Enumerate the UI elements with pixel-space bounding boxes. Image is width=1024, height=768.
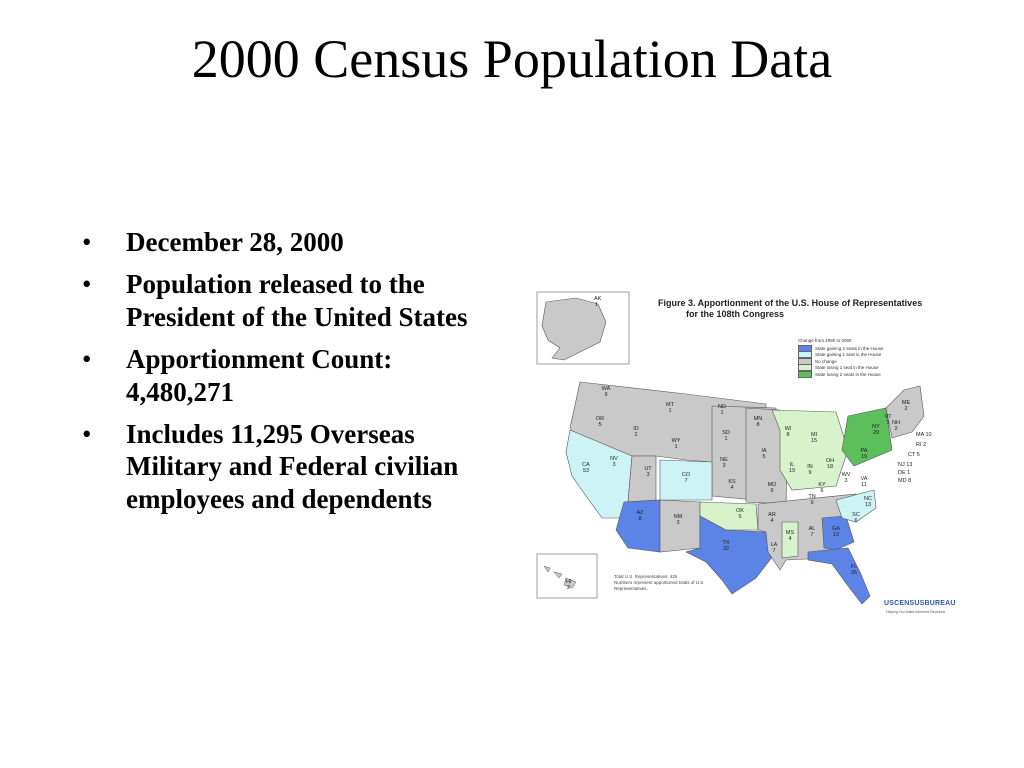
bullet-text: Population released to the President of the United States [126,269,468,332]
svg-text:13: 13 [832,532,840,538]
svg-text:PA: PA [860,448,868,454]
svg-text:11: 11 [861,482,867,488]
svg-text:MA 10: MA 10 [916,432,932,438]
region-new-england [886,386,924,438]
svg-text:ME: ME [901,400,911,406]
svg-text:RI 2: RI 2 [916,442,927,448]
bullet-item [82,226,502,258]
bullet-dot-icon: • [82,344,92,375]
hawaii-inset-frame [537,554,597,598]
svg-text:MO: MO [767,482,777,488]
svg-text:32: 32 [722,546,730,552]
bullet-dot-icon: • [82,418,92,449]
svg-text:VA: VA [860,476,868,482]
svg-text:3: 3 [646,472,650,478]
svg-text:FL: FL [850,564,858,570]
census-bureau-logo: USCENSUSBUREAU [884,600,956,607]
svg-text:8: 8 [786,432,790,438]
svg-text:AZ: AZ [636,510,644,516]
svg-text:5: 5 [762,454,766,460]
svg-text:NJ 13: NJ 13 [898,462,913,468]
svg-text:AK: AK [594,296,602,302]
svg-text:15: 15 [810,438,818,444]
svg-text:1: 1 [724,436,728,442]
svg-text:IA: IA [761,448,767,454]
svg-text:1: 1 [886,420,890,426]
svg-text:OR: OR [595,416,605,422]
note-total: Total U.S. Representatives: 435 [614,574,678,579]
svg-text:AL: AL [808,526,816,532]
svg-text:OH: OH [825,458,835,464]
svg-text:TN: TN [808,494,816,500]
svg-text:6: 6 [820,488,824,494]
svg-text:1: 1 [674,444,678,450]
bullet-list [82,226,502,525]
svg-text:1: 1 [595,302,599,308]
bullet-item [82,268,502,333]
figure-note [614,574,724,592]
svg-text:CT 5: CT 5 [908,452,920,458]
region-arizona [616,500,660,552]
region-florida [808,548,870,604]
svg-text:3: 3 [722,463,726,469]
svg-text:WA: WA [601,386,611,392]
svg-text:SC: SC [852,512,860,518]
svg-text:OK: OK [736,508,744,514]
svg-text:IN: IN [807,464,813,470]
figure-title-line2: for the 108th Congress [686,309,785,320]
svg-text:7: 7 [772,548,776,554]
svg-text:VT: VT [884,414,892,420]
bullet-item [82,418,502,515]
svg-text:NH: NH [892,420,900,426]
svg-text:IL: IL [789,462,795,468]
svg-text:2: 2 [904,406,908,412]
svg-text:UT: UT [644,466,652,472]
svg-text:3: 3 [676,520,680,526]
svg-text:MS: MS [785,530,795,536]
svg-text:AR: AR [768,512,776,518]
figure-title-line1: Figure 3. Apportionment of the U.S. House of Representatives [658,298,923,308]
svg-text:25: 25 [850,570,858,576]
svg-text:KS: KS [728,479,736,485]
bullet-item [82,343,502,408]
svg-text:CA: CA [582,462,590,468]
bullet-dot-icon: • [82,269,92,300]
svg-text:WV: WV [841,472,851,478]
svg-text:8: 8 [638,516,642,522]
svg-text:MD 8: MD 8 [898,478,912,484]
svg-text:LA: LA [770,542,778,548]
svg-text:2: 2 [634,432,638,438]
svg-text:HI: HI [566,579,572,585]
svg-text:MT: MT [666,402,674,408]
svg-text:GA: GA [832,526,840,532]
svg-text:MI: MI [810,432,818,438]
bullet-text: December 28, 2000 [126,227,344,257]
svg-text:2: 2 [894,426,898,432]
svg-text:NC: NC [864,496,872,502]
svg-text:9: 9 [770,488,774,494]
note-explanation: Numbers represent apportioned totals of U.S. Representatives. [614,579,705,591]
svg-text:3: 3 [844,478,848,484]
region-utah [628,456,656,502]
svg-text:7: 7 [684,478,688,484]
svg-text:18: 18 [826,464,834,470]
svg-text:9: 9 [604,392,608,398]
svg-text:KY: KY [818,482,826,488]
legend-label: State gaining 2 seats in the House [815,345,884,351]
svg-text:19: 19 [860,454,868,460]
svg-text:NM: NM [673,514,683,520]
svg-text:5: 5 [738,514,742,520]
svg-text:WI: WI [784,426,792,432]
svg-text:8: 8 [756,422,760,428]
svg-text:5: 5 [598,422,602,428]
us-map [536,290,960,620]
svg-text:TX: TX [722,540,730,546]
bullet-dot-icon: • [82,227,92,257]
svg-text:MN: MN [753,416,763,422]
legend-title: Change from 1990 to 2000 [798,338,852,343]
svg-text:1: 1 [668,408,672,414]
legend-swatch [798,371,812,378]
svg-text:ID: ID [633,426,639,432]
svg-text:6: 6 [854,518,858,524]
legend-label: State gaining 1 seat in the House [815,352,882,358]
legend-row [798,371,884,378]
slide-title: 2000 Census Population Data [191,29,833,89]
svg-text:13: 13 [864,502,872,508]
svg-text:4: 4 [730,485,734,491]
svg-text:DE 1: DE 1 [898,470,911,476]
svg-text:3: 3 [612,462,616,468]
svg-text:NY: NY [872,424,880,430]
region-new-mexico [660,500,700,552]
bullet-text: Apportionment Count: 4,480,271 [126,344,393,407]
svg-text:4: 4 [770,518,774,524]
svg-text:19: 19 [788,468,796,474]
svg-text:53: 53 [582,468,590,474]
legend-label: State losing 1 seat in the House [815,365,879,371]
svg-text:WY: WY [671,438,681,444]
bullet-text: Includes 11,295 Overseas Military and Federal civilian employees and dependents [126,418,459,514]
apportionment-map-figure [536,290,960,620]
map-legend [798,338,884,378]
svg-text:29: 29 [872,430,880,436]
census-bureau-tagline: Helping You Make Informed Decisions [886,610,946,614]
svg-text:9: 9 [808,470,812,476]
legend-label: No change [815,358,837,364]
svg-text:2: 2 [567,585,571,591]
svg-text:ND: ND [718,404,726,410]
figure-title [658,298,922,321]
svg-text:4: 4 [788,536,792,542]
svg-text:1: 1 [720,410,724,416]
legend-label: State losing 2 seats in the House [815,371,881,377]
svg-text:NE: NE [720,457,728,463]
svg-text:9: 9 [810,500,814,506]
svg-text:7: 7 [810,532,814,538]
svg-text:SD: SD [722,430,730,436]
svg-text:CO: CO [681,472,691,478]
svg-text:NV: NV [610,456,618,462]
